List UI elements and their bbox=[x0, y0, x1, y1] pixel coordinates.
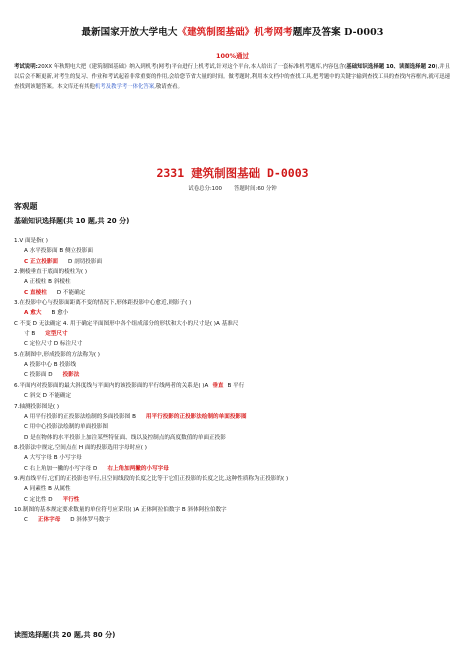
instructions-label: 考试说明: bbox=[14, 64, 38, 70]
title-prefix: 最新国家开放大学电大 bbox=[81, 27, 178, 38]
answer-options-row bbox=[14, 391, 454, 401]
question-number: 9. bbox=[14, 475, 20, 482]
answer-option: C bbox=[24, 517, 28, 524]
answer-option: A 投影中心 B 投影线 bbox=[24, 362, 77, 369]
correct-answer: 正体字母 bbox=[37, 517, 61, 524]
answer-options-row bbox=[14, 422, 454, 432]
correct-answer: A 愈大 bbox=[24, 310, 42, 317]
time-limit: 答题时间:60 分钟 bbox=[233, 186, 277, 192]
question-number: 8. bbox=[14, 444, 20, 451]
instructions-text-1: 20XX 年秋期电大把《建筑制图基础》纳入到机考(网考)平台进行上机考试,针对这个平台,本人给出了一套标准机考题库,内容包含( bbox=[37, 64, 347, 70]
document-title bbox=[0, 24, 465, 38]
answer-options-row bbox=[14, 484, 454, 494]
answer-option: A 同素性 B 从属性 bbox=[24, 486, 71, 493]
question-number: 10. bbox=[14, 506, 23, 513]
instructions-text-3: ,敬请查看。 bbox=[154, 83, 183, 90]
answer-options-row bbox=[14, 495, 454, 505]
answer-option: D 是在物体的水平投影上加注某些特征面、线以及控制点的高度数值的单面正投影 bbox=[24, 434, 226, 441]
question-text: V 面是指( ) bbox=[19, 238, 48, 244]
exam-title: 2331 建筑制图基础 D-0003 bbox=[156, 166, 309, 180]
correct-answer: 垂直 bbox=[212, 382, 224, 389]
correct-answer: 投影法 bbox=[62, 372, 80, 379]
question-text: 投影法中规定,空间点在 H 面的投影选用字母时应( ) bbox=[19, 444, 147, 451]
question-number: 1. bbox=[14, 238, 20, 244]
title-exam-type: 机考网考 bbox=[254, 27, 293, 38]
answer-option: C 右上角加一撇的小写字母 D bbox=[24, 465, 98, 472]
question-stem bbox=[14, 402, 454, 412]
question-stem bbox=[14, 350, 454, 360]
question-text: 平面内对投影面的最大斜度线与平面内的该投影面的平行线两者的关系是( )A bbox=[19, 382, 209, 389]
question-text: 制图的基本规定要求数量的单位符号应采用( )A 正体阿拉伯数字 B 斜体阿拉伯数字 bbox=[22, 506, 227, 513]
exam-instructions bbox=[14, 63, 450, 92]
question-stem bbox=[14, 474, 454, 484]
question-stem bbox=[14, 236, 454, 246]
answer-option: B 愈小 bbox=[51, 310, 69, 317]
answer-options-row bbox=[14, 339, 454, 349]
correct-answer: 用平行投影的正投影法绘制的单面投影图 bbox=[145, 413, 247, 420]
answer-options-row bbox=[14, 277, 454, 287]
question-stem bbox=[14, 381, 454, 391]
correct-answer: 右上角加两撇的小写字母 bbox=[107, 465, 169, 472]
question-stem bbox=[14, 505, 454, 515]
answer-option: D 不能确定 bbox=[56, 289, 86, 296]
answer-options-row bbox=[14, 453, 454, 463]
answer-options-row bbox=[14, 308, 454, 318]
answer-options-row bbox=[14, 433, 454, 443]
instructions-text-2: ),并且以后会不断更新,对考生的复习、作业和考试起着非常重要的作用,会给您节省大量的时间。做考题时,利用本文档中的查找工具,把考题中的关键字输到查找工具的查找内容框内,就可迅速查找到该题答案。本文库还有其他 bbox=[14, 64, 451, 90]
correct-answer: 定型尺寸 bbox=[45, 331, 68, 338]
answer-option: C 用中心投影法绘制的单面投影图 bbox=[24, 424, 108, 431]
instructions-highlight-1: 基础知识选择题 10、读图选择题 20 bbox=[346, 64, 436, 70]
answer-options-row bbox=[14, 288, 454, 298]
question-number: 5. bbox=[14, 351, 20, 358]
section-reading-heading: 读图选择题(共 20 题,共 80 分) bbox=[14, 631, 116, 639]
answer-option: C 斜交 D 不能确定 bbox=[24, 393, 72, 400]
answer-options-row bbox=[14, 329, 454, 339]
correct-answer: C 正立投影面 bbox=[24, 258, 59, 265]
correct-answer: C 直棱柱 bbox=[24, 289, 47, 296]
question-text: C 不变 D 无法确定 4. 用于确定平面图形中各个组成部分的形状和大小的尺寸是( )A 基准尺 bbox=[14, 320, 239, 327]
total-score: 试卷总分:100 bbox=[188, 186, 222, 192]
answer-options-row bbox=[14, 246, 454, 256]
question-stem bbox=[14, 319, 454, 329]
question-number: 7. bbox=[14, 403, 20, 410]
question-text: 在投影中心与投影面距离不变的情况下,形体距投影中心愈近,则影子( ) bbox=[19, 300, 192, 307]
answer-options-row bbox=[14, 370, 454, 380]
title-course: 《建筑制图基础》 bbox=[177, 27, 255, 38]
pass-badge: 100%通过 bbox=[215, 52, 250, 60]
question-stem bbox=[14, 267, 454, 277]
question-list bbox=[14, 236, 454, 526]
question-number: 6. bbox=[14, 382, 20, 389]
question-stem bbox=[14, 443, 454, 453]
answer-options-row bbox=[14, 360, 454, 370]
question-text: 轴测投影图是( ) bbox=[19, 403, 60, 410]
answer-option: 寸 B bbox=[24, 331, 36, 338]
question-number: 2. bbox=[14, 269, 20, 276]
answer-option: C 定比性 D bbox=[24, 496, 53, 503]
section-basic-heading: 基础知识选择题(共 10 题,共 20 分) bbox=[14, 217, 130, 225]
answer-option: B 平行 bbox=[227, 382, 245, 389]
question-stem bbox=[14, 298, 454, 308]
exam-meta bbox=[0, 184, 465, 192]
correct-answer: 平行性 bbox=[62, 496, 80, 503]
question-number: 3. bbox=[14, 300, 20, 307]
answer-option: C 投影面 D bbox=[24, 372, 53, 379]
answer-options-row bbox=[14, 515, 454, 525]
instructions-link[interactable]: 机考及教学考一体化答案 bbox=[94, 83, 155, 90]
answer-options-row bbox=[14, 464, 454, 474]
section-objective-heading: 客观题 bbox=[14, 202, 38, 211]
answer-options-row bbox=[14, 257, 454, 267]
answer-option: C 定位尺寸 D 标注尺寸 bbox=[24, 341, 83, 348]
answer-option: A 大写字母 B 小写字母 bbox=[24, 455, 82, 462]
answer-options-row bbox=[14, 412, 454, 422]
answer-option: A 用平行投影的正投影法绘制的多面投影图 B bbox=[24, 413, 136, 420]
question-text: 在制图中,形成投影的方法称为( ) bbox=[19, 351, 100, 358]
question-text: 两直线平行,它们的正投影也平行,且空间线段的长度之比等于它们正投影的长度之比,这种性质称为正投影的( ) bbox=[19, 475, 289, 482]
answer-option: D 斜体罗马数字 bbox=[70, 517, 110, 524]
question-text: 侧棱垂直于底面的棱柱为( ) bbox=[19, 269, 88, 276]
title-suffix: 题库及答案 D-0003 bbox=[292, 27, 384, 38]
answer-option: A 水平投影面 B 侧立投影面 bbox=[24, 248, 93, 255]
answer-option: A 正棱柱 B 斜棱柱 bbox=[24, 279, 71, 286]
answer-option: D 剖切投影面 bbox=[68, 258, 103, 265]
